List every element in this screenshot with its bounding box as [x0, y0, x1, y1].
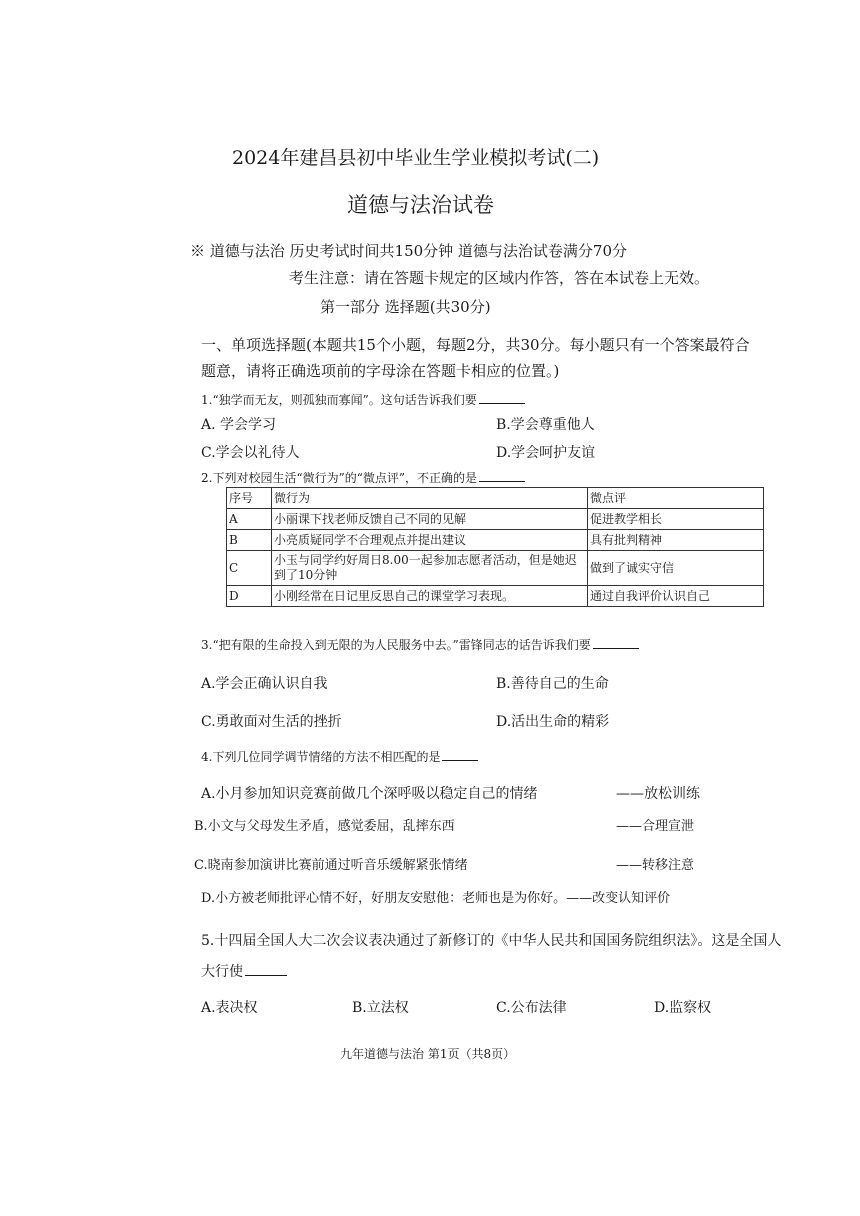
table-cell: 促进教学相长: [588, 509, 764, 530]
question-5-option-d: D.监察权: [654, 1000, 712, 1016]
question-5-text: 大行使: [201, 964, 243, 980]
table-header-row: [227, 488, 764, 509]
exam-title: 2024年建昌县初中毕业生学业模拟考试(二): [232, 147, 600, 169]
part-heading: 第一部分 选择题(共30分): [320, 298, 491, 316]
answer-blank: [479, 391, 525, 404]
question-5-stem-line1: 5.十四届全国人大二次会议表决通过了新修订的《中华人民共和国国务院组织法》。这是全国人: [201, 933, 782, 949]
candidate-notice: 考生注意：请在答题卡规定的区域内作答，答在本试卷上无效。: [289, 269, 710, 287]
question-5-stem-line2: [201, 961, 287, 981]
question-5-option-c: C.公布法律: [496, 1000, 567, 1016]
table-cell: 小亮质疑同学不合理观点并提出建议: [272, 530, 588, 551]
table-row: [227, 509, 764, 530]
question-4-option-d: D.小方被老师批评心情不好，好朋友安慰他：老师也是为你好。——改变认知评价: [201, 891, 671, 906]
question-4-option-a: A.小月参加知识竞赛前做几个深呼吸以稳定自己的情绪: [201, 786, 538, 802]
question-4-option-b: B.小文与父母发生矛盾，感觉委屈，乱摔东西: [194, 819, 455, 834]
instructions-line1: 一、单项选择题(本题共15个小题，每题2分，共30分。每小题只有一个答案最符合: [201, 336, 750, 354]
instructions-line2: 题意，请将正确选项前的字母涂在答题卡相应的位置。): [201, 362, 560, 380]
question-2-stem: [201, 469, 525, 486]
table-row: [227, 551, 764, 586]
table-cell: 做到了诚实守信: [588, 551, 764, 586]
table-cell: 小刚经常在日记里反思自己的课堂学习表现。: [272, 586, 588, 607]
table-cell: B: [227, 530, 272, 551]
table-row: [227, 530, 764, 551]
question-3-text: 3.“把有限的生命投入到无限的为人民服务中去。”雷锋同志的话告诉我们要: [201, 638, 591, 652]
question-5-option-a: A.表决权: [201, 1000, 258, 1016]
question-1-option-d: D.学会呵护友谊: [496, 445, 596, 461]
question-3-option-d: D.活出生命的精彩: [496, 714, 610, 730]
question-4-method-c: ——转移注意: [616, 858, 695, 873]
question-3-option-a: A.学会正确认识自我: [201, 676, 328, 692]
table-row: [227, 586, 764, 607]
table-cell: 小玉与同学约好周日8.00一起参加志愿者活动，但是她迟到了10分钟: [272, 551, 588, 586]
answer-blank: [442, 748, 478, 761]
header-cell: 微点评: [588, 488, 764, 509]
answer-blank: [593, 636, 639, 649]
question-5-option-b: B.立法权: [352, 1000, 409, 1016]
question-1-stem: [201, 391, 525, 408]
header-cell: 微行为: [272, 488, 588, 509]
question-1-text: 1.“独学而无友，则孤独而寡闻”。这句话告诉我们要: [201, 393, 477, 407]
question-4-option-c: C.晓南参加演讲比赛前通过听音乐缓解紧张情绪: [194, 858, 468, 873]
answer-blank: [479, 469, 525, 482]
table-cell: D: [227, 586, 272, 607]
question-1-option-a: A. 学会学习: [201, 417, 277, 433]
question-4-text: 4.下列几位同学调节情绪的方法不相匹配的是: [201, 750, 441, 764]
behavior-comment-table: [226, 487, 764, 607]
exam-note: ※ 道德与法治 历史考试时间共150分钟 道德与法治试卷满分70分: [190, 242, 628, 260]
question-4-method-a: ——放松训练: [616, 786, 700, 802]
question-3-stem: [201, 636, 639, 653]
question-1-option-c: C.学会以礼待人: [201, 445, 300, 461]
answer-blank: [245, 963, 287, 976]
table-cell: A: [227, 509, 272, 530]
table-cell: 通过自我评价认识自己: [588, 586, 764, 607]
question-3-option-c: C.勇敢面对生活的挫折: [201, 714, 342, 730]
question-4-method-b: ——合理宣泄: [616, 819, 695, 834]
question-4-stem: [201, 748, 478, 765]
question-2-text: 2.下列对校园生活“微行为”的“微点评”，不正确的是: [201, 471, 477, 485]
table-cell: 具有批判精神: [588, 530, 764, 551]
question-3-option-b: B.善待自己的生命: [496, 676, 609, 692]
table-cell: C: [227, 551, 272, 586]
question-1-option-b: B.学会尊重他人: [496, 417, 595, 433]
table-cell: 小丽课下找老师反馈自己不同的见解: [272, 509, 588, 530]
paper-subtitle: 道德与法治试卷: [347, 193, 494, 217]
header-cell: 序号: [227, 488, 272, 509]
page-footer: 九年道德与法治 第1页（共8页）: [340, 1047, 516, 1061]
